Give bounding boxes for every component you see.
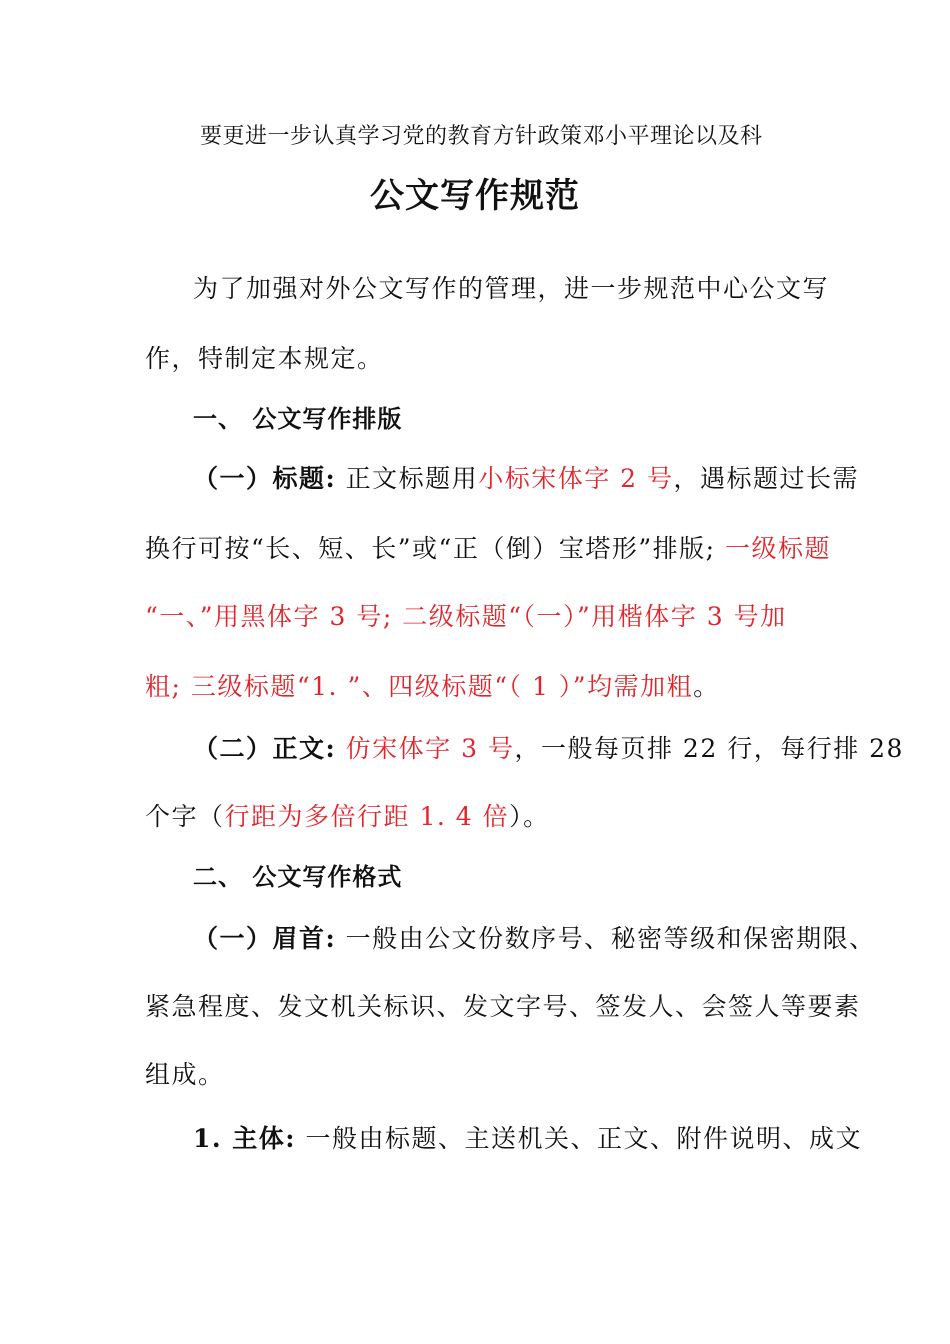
intro-line-2: 作，特制定本规定。 xyxy=(145,344,384,373)
section-1-item-1-line-1 xyxy=(193,462,860,496)
text-run: ，一般每页排 22 行，每行排 28 xyxy=(514,734,904,763)
red-text-run: 一级标题 xyxy=(715,534,832,563)
section-2-item-2-label: 1. 主体: xyxy=(193,1124,297,1153)
section-1-item-1-line-4 xyxy=(145,670,810,704)
section-1-item-1-line-3 xyxy=(145,600,810,634)
section-2-item-2-line-1 xyxy=(193,1122,862,1156)
section-2-item-1-line-2: 紧急程度、发文机关标识、发文字号、签发人、会签人等要素 xyxy=(145,992,861,1021)
text-run: 一般由标题、主送机关、正文、附件说明、成文 xyxy=(296,1124,862,1153)
section-1-item-2-label: （二）正文: xyxy=(193,734,337,763)
text-run: 个字（ xyxy=(145,802,225,831)
page-title: 公文写作规范 xyxy=(370,176,580,216)
text-run: 。 xyxy=(693,672,720,701)
header-text: 要更进一步认真学习党的教育方针政策邓小平理论以及科 xyxy=(200,124,763,149)
section-2-item-1-line-1 xyxy=(193,922,876,956)
section-2-item-1-label: （一）眉首: xyxy=(193,924,337,953)
intro-line-1: 为了加强对外公文写作的管理，进一步规范中心公文写 xyxy=(193,274,830,303)
section-1-item-1-line-2 xyxy=(145,532,832,566)
text-run: 一般由公文份数序号、秘密等级和保密期限、 xyxy=(336,924,876,953)
text-run: ）。 xyxy=(509,802,550,831)
red-text-run: 行距为多倍行距 1. 4 倍 xyxy=(224,802,510,831)
text-run: 正文标题用 xyxy=(336,464,479,493)
section-1-item-2-line-1 xyxy=(193,732,904,766)
text-run: 换行可按“长、短、长”或“正（倒）宝塔形”排版; xyxy=(145,534,716,563)
section-1-heading: 一、 公文写作排版 xyxy=(193,405,403,433)
red-text-run: 小标宋体字 2 号 xyxy=(478,464,674,493)
section-1-item-1-label: （一）标题: xyxy=(193,464,337,493)
red-text-run: “一、”用黑体字 3 号; 二级标题“（一）”用楷体字 3 号加 xyxy=(145,602,787,631)
red-text-run: 仿宋体字 3 号 xyxy=(336,734,515,763)
section-2-item-1-line-3: 组成。 xyxy=(145,1060,225,1089)
section-2-heading: 二、 公文写作格式 xyxy=(193,863,403,891)
red-text-run: 粗; 三级标题“1. ”、四级标题“（ 1 ）”均需加粗 xyxy=(145,672,694,701)
section-1-item-2-line-2 xyxy=(145,800,810,834)
text-run: ，遇标题过长需 xyxy=(673,464,860,493)
